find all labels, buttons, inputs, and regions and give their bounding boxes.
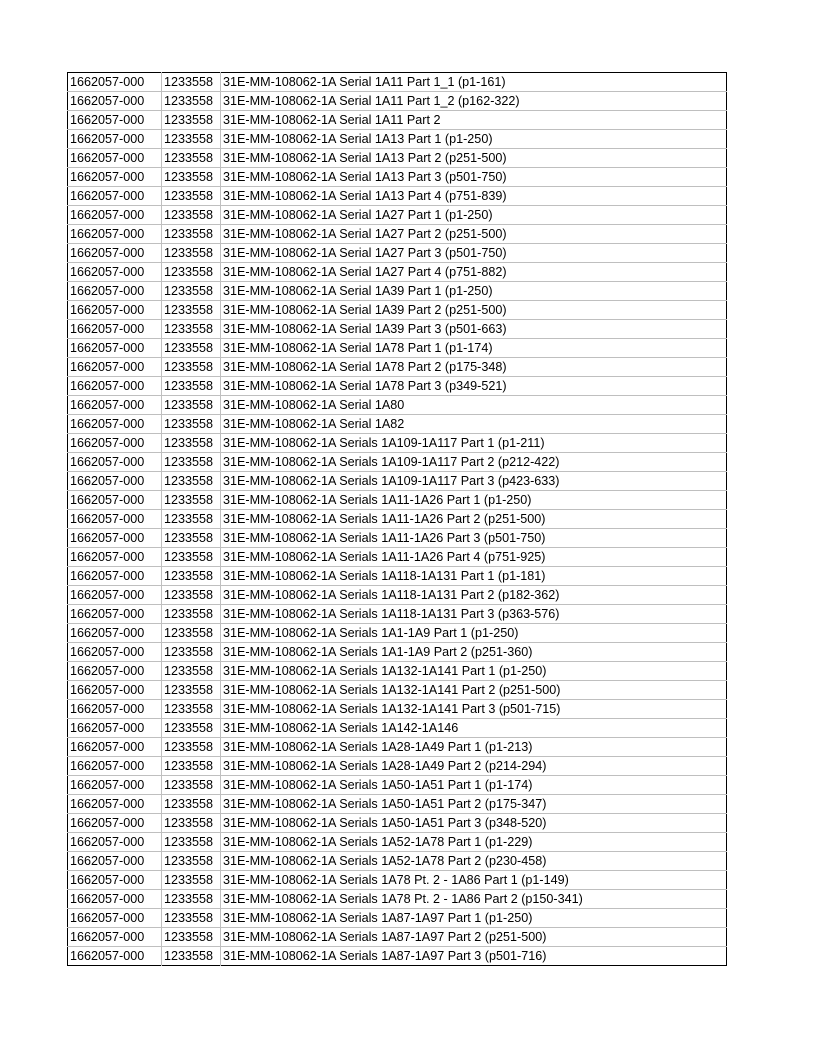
- document-title-cell: 31E-MM-108062-1A Serial 1A11 Part 1_2 (p162-322): [221, 92, 727, 111]
- document-title-cell: 31E-MM-108062-1A Serial 1A78 Part 2 (p175-348): [221, 358, 727, 377]
- table-row: [68, 795, 727, 814]
- document-id-cell: 1233558: [162, 947, 221, 966]
- table-row: [68, 282, 727, 301]
- document-id-cell: 1233558: [162, 187, 221, 206]
- part-number-cell: 1662057-000: [68, 396, 162, 415]
- table-row: [68, 434, 727, 453]
- table-row: [68, 871, 727, 890]
- part-number-cell: 1662057-000: [68, 415, 162, 434]
- document-id-cell: 1233558: [162, 225, 221, 244]
- document-title-cell: 31E-MM-108062-1A Serials 1A1-1A9 Part 1 (p1-250): [221, 624, 727, 643]
- document-id-cell: 1233558: [162, 92, 221, 111]
- document-id-cell: 1233558: [162, 149, 221, 168]
- table-row: [68, 909, 727, 928]
- document-id-cell: 1233558: [162, 605, 221, 624]
- document-title-cell: 31E-MM-108062-1A Serials 1A50-1A51 Part 3 (p348-520): [221, 814, 727, 833]
- part-number-cell: 1662057-000: [68, 111, 162, 130]
- table-row: [68, 529, 727, 548]
- table-row: [68, 928, 727, 947]
- document-title-cell: 31E-MM-108062-1A Serial 1A27 Part 1 (p1-250): [221, 206, 727, 225]
- document-title-cell: 31E-MM-108062-1A Serial 1A78 Part 1 (p1-174): [221, 339, 727, 358]
- part-number-cell: 1662057-000: [68, 681, 162, 700]
- document-id-cell: 1233558: [162, 282, 221, 301]
- part-number-cell: 1662057-000: [68, 624, 162, 643]
- document-id-cell: 1233558: [162, 529, 221, 548]
- part-number-cell: 1662057-000: [68, 757, 162, 776]
- table-row: [68, 320, 727, 339]
- document-title-cell: 31E-MM-108062-1A Serials 1A11-1A26 Part 3 (p501-750): [221, 529, 727, 548]
- document-title-cell: 31E-MM-108062-1A Serials 1A52-1A78 Part 1 (p1-229): [221, 833, 727, 852]
- document-id-cell: 1233558: [162, 928, 221, 947]
- part-number-cell: 1662057-000: [68, 529, 162, 548]
- part-number-cell: 1662057-000: [68, 909, 162, 928]
- part-number-cell: 1662057-000: [68, 92, 162, 111]
- part-number-cell: 1662057-000: [68, 605, 162, 624]
- table-row: [68, 73, 727, 92]
- document-id-cell: 1233558: [162, 852, 221, 871]
- document-id-cell: 1233558: [162, 510, 221, 529]
- document-title-cell: 31E-MM-108062-1A Serials 1A118-1A131 Part 2 (p182-362): [221, 586, 727, 605]
- table-row: [68, 377, 727, 396]
- document-title-cell: 31E-MM-108062-1A Serials 1A11-1A26 Part 2 (p251-500): [221, 510, 727, 529]
- part-number-cell: 1662057-000: [68, 206, 162, 225]
- document-title-cell: 31E-MM-108062-1A Serials 1A28-1A49 Part 1 (p1-213): [221, 738, 727, 757]
- document-id-cell: 1233558: [162, 73, 221, 92]
- table-row: [68, 301, 727, 320]
- part-number-cell: 1662057-000: [68, 795, 162, 814]
- document-id-cell: 1233558: [162, 795, 221, 814]
- part-number-cell: 1662057-000: [68, 301, 162, 320]
- document-title-cell: 31E-MM-108062-1A Serial 1A13 Part 4 (p751-839): [221, 187, 727, 206]
- part-number-cell: 1662057-000: [68, 244, 162, 263]
- table-row: [68, 453, 727, 472]
- document-id-cell: 1233558: [162, 472, 221, 491]
- document-title-cell: 31E-MM-108062-1A Serial 1A82: [221, 415, 727, 434]
- part-number-cell: 1662057-000: [68, 377, 162, 396]
- part-number-cell: 1662057-000: [68, 358, 162, 377]
- table-row: [68, 111, 727, 130]
- document-title-cell: 31E-MM-108062-1A Serial 1A13 Part 1 (p1-250): [221, 130, 727, 149]
- document-id-cell: 1233558: [162, 662, 221, 681]
- table-row: [68, 206, 727, 225]
- document-title-cell: 31E-MM-108062-1A Serial 1A39 Part 3 (p501-663): [221, 320, 727, 339]
- document-id-cell: 1233558: [162, 738, 221, 757]
- part-number-cell: 1662057-000: [68, 168, 162, 187]
- table-body: [68, 73, 727, 966]
- part-number-cell: 1662057-000: [68, 586, 162, 605]
- part-number-cell: 1662057-000: [68, 871, 162, 890]
- part-number-cell: 1662057-000: [68, 947, 162, 966]
- document-id-cell: 1233558: [162, 757, 221, 776]
- table-row: [68, 491, 727, 510]
- document-title-cell: 31E-MM-108062-1A Serials 1A11-1A26 Part 4 (p751-925): [221, 548, 727, 567]
- table-row: [68, 187, 727, 206]
- table-row: [68, 263, 727, 282]
- document-id-cell: 1233558: [162, 814, 221, 833]
- document-id-cell: 1233558: [162, 396, 221, 415]
- document-title-cell: 31E-MM-108062-1A Serial 1A27 Part 4 (p751-882): [221, 263, 727, 282]
- document-id-cell: 1233558: [162, 909, 221, 928]
- document-id-cell: 1233558: [162, 548, 221, 567]
- document-id-cell: 1233558: [162, 586, 221, 605]
- document-title-cell: 31E-MM-108062-1A Serials 1A132-1A141 Part 2 (p251-500): [221, 681, 727, 700]
- document-id-cell: 1233558: [162, 434, 221, 453]
- document-title-cell: 31E-MM-108062-1A Serials 1A87-1A97 Part 1 (p1-250): [221, 909, 727, 928]
- document-id-cell: 1233558: [162, 624, 221, 643]
- document-title-cell: 31E-MM-108062-1A Serials 1A11-1A26 Part 1 (p1-250): [221, 491, 727, 510]
- document-title-cell: 31E-MM-108062-1A Serial 1A13 Part 3 (p501-750): [221, 168, 727, 187]
- document-id-cell: 1233558: [162, 320, 221, 339]
- document-title-cell: 31E-MM-108062-1A Serials 1A118-1A131 Part 3 (p363-576): [221, 605, 727, 624]
- part-number-cell: 1662057-000: [68, 453, 162, 472]
- document-id-cell: 1233558: [162, 719, 221, 738]
- document-title-cell: 31E-MM-108062-1A Serials 1A142-1A146: [221, 719, 727, 738]
- document-title-cell: 31E-MM-108062-1A Serial 1A11 Part 1_1 (p1-161): [221, 73, 727, 92]
- document-id-cell: 1233558: [162, 700, 221, 719]
- part-number-cell: 1662057-000: [68, 320, 162, 339]
- part-number-cell: 1662057-000: [68, 434, 162, 453]
- table-row: [68, 833, 727, 852]
- part-number-cell: 1662057-000: [68, 73, 162, 92]
- document-title-cell: 31E-MM-108062-1A Serial 1A39 Part 2 (p251-500): [221, 301, 727, 320]
- document-table: [67, 72, 727, 966]
- document-title-cell: 31E-MM-108062-1A Serials 1A109-1A117 Part 3 (p423-633): [221, 472, 727, 491]
- document-title-cell: 31E-MM-108062-1A Serials 1A118-1A131 Part 1 (p1-181): [221, 567, 727, 586]
- part-number-cell: 1662057-000: [68, 282, 162, 301]
- document-id-cell: 1233558: [162, 168, 221, 187]
- table-row: [68, 567, 727, 586]
- part-number-cell: 1662057-000: [68, 890, 162, 909]
- document-title-cell: 31E-MM-108062-1A Serials 1A50-1A51 Part 2 (p175-347): [221, 795, 727, 814]
- table-row: [68, 757, 727, 776]
- part-number-cell: 1662057-000: [68, 662, 162, 681]
- document-id-cell: 1233558: [162, 111, 221, 130]
- table-row: [68, 624, 727, 643]
- table-row: [68, 700, 727, 719]
- table-row: [68, 681, 727, 700]
- part-number-cell: 1662057-000: [68, 187, 162, 206]
- part-number-cell: 1662057-000: [68, 472, 162, 491]
- document-id-cell: 1233558: [162, 681, 221, 700]
- document-title-cell: 31E-MM-108062-1A Serials 1A28-1A49 Part 2 (p214-294): [221, 757, 727, 776]
- table-row: [68, 643, 727, 662]
- document-id-cell: 1233558: [162, 871, 221, 890]
- table-row: [68, 149, 727, 168]
- document-title-cell: 31E-MM-108062-1A Serials 1A109-1A117 Part 2 (p212-422): [221, 453, 727, 472]
- table-row: [68, 130, 727, 149]
- table-row: [68, 738, 727, 757]
- document-title-cell: 31E-MM-108062-1A Serials 1A1-1A9 Part 2 (p251-360): [221, 643, 727, 662]
- document-id-cell: 1233558: [162, 567, 221, 586]
- table-row: [68, 92, 727, 111]
- part-number-cell: 1662057-000: [68, 567, 162, 586]
- document-title-cell: 31E-MM-108062-1A Serials 1A78 Pt. 2 - 1A86 Part 2 (p150-341): [221, 890, 727, 909]
- document-title-cell: 31E-MM-108062-1A Serials 1A78 Pt. 2 - 1A86 Part 1 (p1-149): [221, 871, 727, 890]
- part-number-cell: 1662057-000: [68, 814, 162, 833]
- table-row: [68, 719, 727, 738]
- document-id-cell: 1233558: [162, 415, 221, 434]
- part-number-cell: 1662057-000: [68, 852, 162, 871]
- document-id-cell: 1233558: [162, 263, 221, 282]
- part-number-cell: 1662057-000: [68, 491, 162, 510]
- document-id-cell: 1233558: [162, 643, 221, 662]
- table-row: [68, 472, 727, 491]
- document-title-cell: 31E-MM-108062-1A Serial 1A78 Part 3 (p349-521): [221, 377, 727, 396]
- table-row: [68, 358, 727, 377]
- part-number-cell: 1662057-000: [68, 700, 162, 719]
- document-title-cell: 31E-MM-108062-1A Serials 1A132-1A141 Part 3 (p501-715): [221, 700, 727, 719]
- table-row: [68, 776, 727, 795]
- document-title-cell: 31E-MM-108062-1A Serial 1A39 Part 1 (p1-250): [221, 282, 727, 301]
- table-row: [68, 605, 727, 624]
- document-id-cell: 1233558: [162, 339, 221, 358]
- document-id-cell: 1233558: [162, 890, 221, 909]
- part-number-cell: 1662057-000: [68, 738, 162, 757]
- table-row: [68, 168, 727, 187]
- document-title-cell: 31E-MM-108062-1A Serial 1A80: [221, 396, 727, 415]
- part-number-cell: 1662057-000: [68, 928, 162, 947]
- document-title-cell: 31E-MM-108062-1A Serial 1A27 Part 3 (p501-750): [221, 244, 727, 263]
- document-title-cell: 31E-MM-108062-1A Serial 1A27 Part 2 (p251-500): [221, 225, 727, 244]
- table-row: [68, 548, 727, 567]
- table-row: [68, 396, 727, 415]
- table-row: [68, 510, 727, 529]
- part-number-cell: 1662057-000: [68, 833, 162, 852]
- document-id-cell: 1233558: [162, 453, 221, 472]
- table-row: [68, 225, 727, 244]
- document-title-cell: 31E-MM-108062-1A Serials 1A87-1A97 Part 3 (p501-716): [223, 949, 547, 963]
- document-id-cell: 1233558: [162, 491, 221, 510]
- part-number-cell: 1662057-000: [68, 263, 162, 282]
- document-id-cell: 1233558: [162, 206, 221, 225]
- table-row: [68, 415, 727, 434]
- table-row: [68, 947, 727, 966]
- document-id-cell: 1233558: [162, 377, 221, 396]
- table-row: [68, 852, 727, 871]
- table-row: [68, 890, 727, 909]
- document-title-cell: 31E-MM-108062-1A Serials 1A87-1A97 Part 2 (p251-500): [221, 928, 727, 947]
- part-number-cell: 1662057-000: [68, 548, 162, 567]
- table-row: [68, 586, 727, 605]
- table-row: [68, 339, 727, 358]
- part-number-cell: 1662057-000: [68, 643, 162, 662]
- document-title-cell: 31E-MM-108062-1A Serials 1A50-1A51 Part 1 (p1-174): [221, 776, 727, 795]
- document-title-cell: 31E-MM-108062-1A Serials 1A109-1A117 Part 1 (p1-211): [221, 434, 727, 453]
- document-id-cell: 1233558: [162, 358, 221, 377]
- part-number-cell: 1662057-000: [68, 339, 162, 358]
- table-row: [68, 662, 727, 681]
- document-id-cell: 1233558: [162, 130, 221, 149]
- part-number-cell: 1662057-000: [68, 719, 162, 738]
- document-id-cell: 1233558: [162, 301, 221, 320]
- part-number-cell: 1662057-000: [68, 776, 162, 795]
- document-title-cell: 31E-MM-108062-1A Serials 1A52-1A78 Part 2 (p230-458): [221, 852, 727, 871]
- part-number-cell: 1662057-000: [68, 225, 162, 244]
- table-row: [68, 814, 727, 833]
- part-number-cell: 1662057-000: [68, 510, 162, 529]
- document-id-cell: 1233558: [162, 833, 221, 852]
- document-title-cell: 31E-MM-108062-1A Serial 1A11 Part 2: [221, 111, 727, 130]
- part-number-cell: 1662057-000: [68, 149, 162, 168]
- document-title-cell: 31E-MM-108062-1A Serials 1A132-1A141 Part 1 (p1-250): [221, 662, 727, 681]
- part-number-cell: 1662057-000: [68, 130, 162, 149]
- document-title-cell: 31E-MM-108062-1A Serial 1A13 Part 2 (p251-500): [221, 149, 727, 168]
- table-row: [68, 244, 727, 263]
- document-id-cell: 1233558: [162, 776, 221, 795]
- document-id-cell: 1233558: [162, 244, 221, 263]
